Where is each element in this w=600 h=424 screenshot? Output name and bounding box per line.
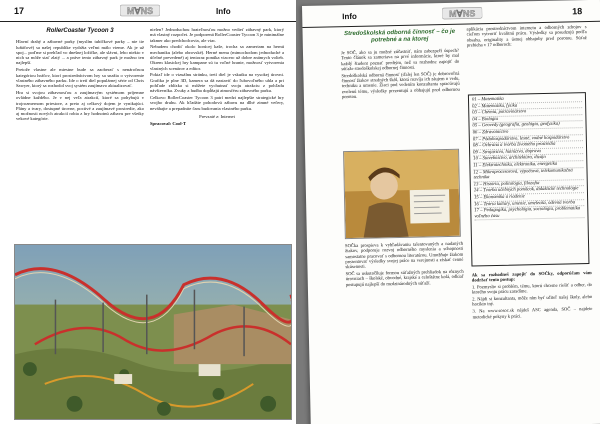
list-item: 13 – História, politológia, filozofia [474,180,584,189]
roller-coaster-image [15,245,291,420]
paragraph: Pokiaľ ide o vizuálnu stránku, tretí diel je vskutku na vysokej úrovni. Grafika je plne 3D, kamera sa dá nastaviť do ľubovoľného uhla a pri pohľade zblízka si môžete vychutnať svoju atrakciu z pohľadu návštevníka. Zvuky a hudba dopĺňajú atmosféru zábavného parku. [150,72,284,94]
list-item: 08 – Ochrana a tvorba životného prostredia [473,141,583,150]
source-credit: Prevzaté z: Internet [199,113,235,119]
paragraph: Hlavní drahý a zábavné parky (myslím tubíčkové parky – nie tie luňáčové) sa našej republike vydržia veľmi málo vieme. Ak je už spoj... poďme si prehľad vo dnešnej ložičke, ale slávni, lebo niekto v nich sa môže stať zlatý ... a práve tento zábavný park je možno ten najlepší. [16,39,144,66]
paragraph: Pretože vlastne ale miestne bude sa zaoberať s nenáročnou kategóriou hráčov, ktorí prostredníctvom hry sa snažia o vytvorenie vlastného zábavného parku. Ide o tretí diel populárnej série od Chris Sawyer, ktorý sa rozhodol svoj systém zaujímavo aktualizovať. [16,67,144,89]
article-column-1 [16,27,144,222]
categories-list [468,92,590,266]
article-column-1-continued [345,241,467,423]
list-item: 10 – Stavebníctvo, architektúra, dizajn [473,154,583,163]
list-item: 15 – Ekonomika a riadenie [474,193,584,202]
list-item: 14 – Tvorba učebných pomôcok, didaktické technológie [474,186,584,195]
list-item: 01 – Matematika [472,95,582,104]
article-column-1 [340,27,460,147]
list-item: 09 – Strojárstvo, hutníctvo, doprava [473,148,583,157]
right-page [302,0,600,424]
list-item: 02 – Matematika, fyzika [472,102,582,111]
author-credit: Spracoval: Cool-T [150,120,187,126]
list-item: 11 – Elektrotechnika, elektronika, energetika [473,161,583,170]
list-item: 05 – Geovedy (geografia, geológia, geofyzika) [473,122,583,131]
paragraph: SOČ sa uskutočňuje formou súťažných prehliadok na rôznych úrovniach – školské, obvodné, krajské a celoštátne kolá, odkiaľ postupujú najlepší do medzinárodných súťaží. [345,268,464,287]
list-item: 12 – Mikroprocesorová, výpočtová, telekomunikačná technika [473,168,583,182]
article-column-2-continued [472,270,595,412]
list-item: 07 – Pôdohospodárstvo, lesné, vodné hospodárstvo [473,135,583,144]
paragraph: Hra si svojou zábavnosťou a zaujímavým systémom príjemne ovládne každého. Je v nej veľa atrakcií, ktoré sa pohybujú v trojrozmernom priestore, a preto aj celkový dojem je vynikajúci. Plány a tvary, dostupné úrovne, poctivé a zaujímavé prostredie, ako aj možnosti nových atrakcií robia z hry hodnotnú zábavu pre všetky vekové kategórie. [16,89,144,122]
paragraph: aplikácia prostredníctvom internetu a odborných zdrojov s cieľom vytvoriť kvalitnú prácu. Výsledky sa posudzujú podľa obsahu, originality a ústnej obhajoby pred porotou. Súťaž prebieha v 17 odboroch: [466,24,587,48]
section-label: Info [216,7,231,16]
left-page [0,0,296,424]
magazine-logo-icon [442,4,482,21]
list-item: 04 – Biológia [472,115,582,124]
paragraph: Celkovo RollerCoaster Tycoon 3 patrí medzi najlepšie strategické hry svojho druhu. Ak hľadáte pohodovú zábavu na dlhé zimné večery, neváhajte a prepadnite čaru budovania vlastného parku. [150,95,284,111]
photo-image [344,150,460,239]
paragraph: 1. Pozmyslie si problém, tému, ktorú chceme riešiť a odber, do ktorého svoju prácu zaradíme. [471,282,592,295]
list-item: 17 – Pedagogika, psychológia, sociológia, problematika voľného času [474,206,584,220]
list-item: 16 – Teória kultúry, umenie, umelecká, odevná tvorba [474,200,584,209]
list-item: 06 – Zdravotníctvo [473,128,583,137]
paragraph: Nebudem chodiť okolo horúcej kaše, trocha sa zameriam na hernú mechaniku (alebo obrovské). Herné menu (mimochodom jednoduché a účelné prevedené) aj tentoraz ponúka viacero už dobre známych volieb. Okrem klasickej hry kampane sú tu voľné hranie, možnosť vytvorenia vlastných scenárov a editor. [150,44,284,71]
svg-text:M∀NS: M∀NS [449,8,476,19]
page-number: 18 [572,6,583,17]
paragraph: nielen? Jednoduchou hrateľnosťou možno vedieť zábavný park, ktorý má vlastný rozpočet. Je podporená RollerCoaster Tycoon 3 je minimálne takmer ako predchodcovia, ale viac. [150,27,284,43]
page-header [0,4,296,22]
section-label: Info [342,11,357,22]
paragraph: Stredoškolská odborná činnosť (ďalej len SOČ) je dobrovoľná činnosť žiakov stredných škôl, ktorá rozvíja ich záujem o vedu, techniku a umenie. Žiaci pod vedením konzultanta spracúvajú zvolenú tému, výsledky prezentujú a obhajujú pred odbornou porotou. [341,70,460,100]
article-title: Stredoškolská odborná činnosť – čo je potrebné a na ktorej [344,28,456,44]
page-number: 17 [14,6,25,16]
list-item: 03 – Chémia, potravinárstvo [472,108,582,117]
paragraph: SOČka prospieva k vyhľadávaniu talentovaných a nadaných žiakov, podporuje rozvoj odborného myslenia a schopnosti samostatne pracovať s odbornou literatúrou. Umožňuje žiakom prezentovať výsledky svojej práce na verejnosti a získať cenné skúsenosti. [344,240,464,270]
student-photo [343,149,461,239]
paragraph: 3. Na www.sosoc.sk nájdeš ASC agenda, SOČ – najdete metodické pokyny k práci. [472,306,593,320]
game-screenshot [14,244,292,420]
svg-text:M∀NS: M∀NS [126,6,154,16]
magazine-logo-icon [120,2,160,18]
article-column-2 [466,24,587,92]
paragraph: Ak sa rozhodneš zapojiť do SOČky, odporúčam vám dodržať tento postup: [471,269,592,283]
paragraph: Je SOČ, ako sa ju možné zúčastniť, nám zabezpečí úspech? Tento článok sa zameriava na prvé informácie, ktoré by mal každý študent poznať predtým, než sa rozhodne zapojiť do súťaže stredoškolskej odbornej činnosti. [340,47,460,72]
article-column-2 [150,27,284,257]
paragraph: 2. Nájdi si konzultanta, môže ním byť učiteľ našej školy, alebo hocikto iný. [472,294,593,307]
article-title: RollerCoaster Tycoon 3 [46,28,114,34]
